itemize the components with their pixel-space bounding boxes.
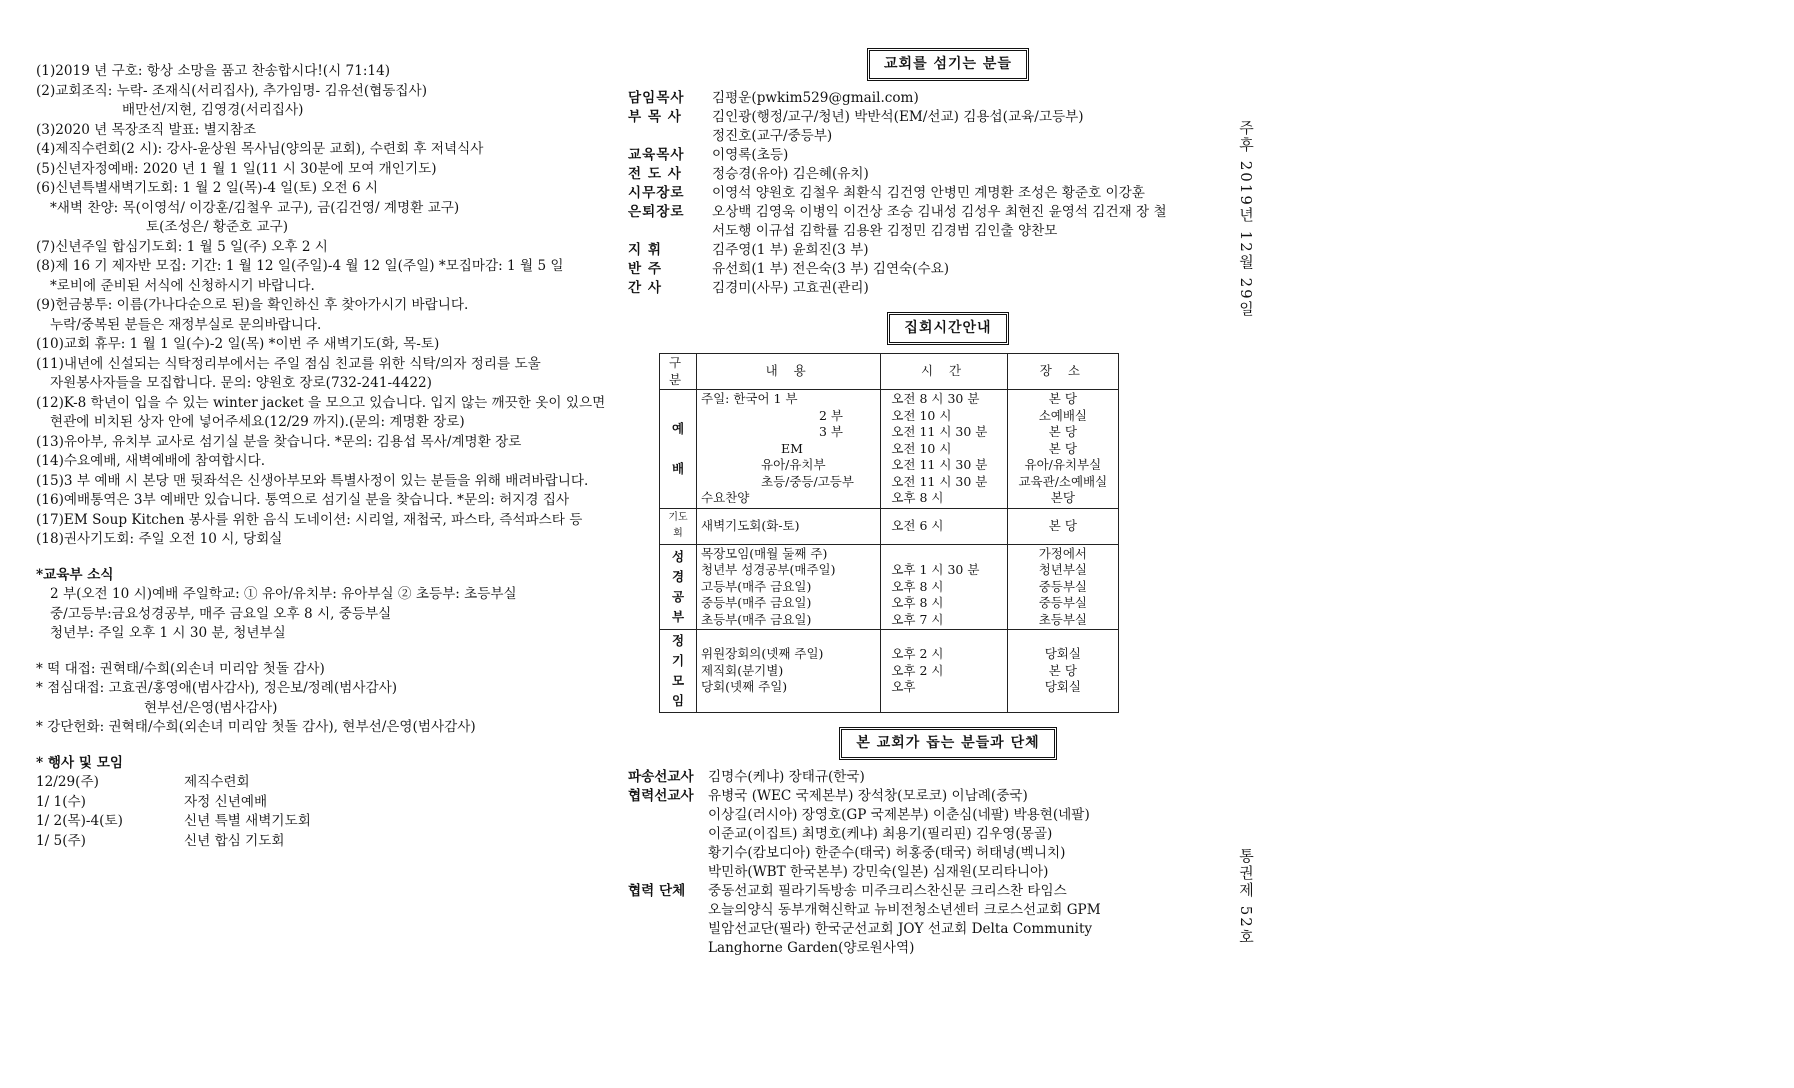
staff-role: 담임목사: [628, 90, 685, 106]
mission-role: [628, 825, 708, 844]
announcements-column: [36, 62, 606, 851]
announcement-line: *새벽 찬양: 목(이영석/ 이강훈/김철우 교구), 금(김건영/ 계명환 교구): [50, 199, 460, 216]
staff-row: [628, 241, 1268, 260]
staff-row: [628, 222, 1268, 241]
staff-row: [628, 279, 1268, 298]
schedule-item: 중등부(매주 금요일): [701, 595, 812, 610]
announcement-line: (15)3 부 예배 시 본당 맨 뒷좌석은 신생아부모와 특별사정이 있는 분들을 위해 배려바랍니다.: [36, 472, 589, 489]
meeting-places: [1007, 630, 1118, 713]
mission-row: [628, 901, 1268, 920]
mission-names: 이상길(러시아) 장영호(GP 국제본부) 이춘심(네팔) 박용현(네팔): [708, 807, 1090, 823]
study-category: [660, 544, 697, 630]
announcement-line: (2)교회조직: 누락- 조재식(서리집사), 추가임명- 김유선(협동집사): [36, 82, 427, 99]
schedule-place: 중등부실: [1038, 578, 1087, 594]
mission-names: 오늘의양식 동부개혁신학교 뉴비전청소년센터 크로스선교회 GPM: [708, 902, 1101, 918]
schedule-time: 오후 2 시: [891, 646, 944, 662]
staff-role: 반 주: [628, 261, 662, 277]
staff-row: [628, 127, 1268, 146]
mission-role: [628, 920, 708, 939]
mission-role: [628, 863, 708, 882]
bulletin-volume: 통권제 52호: [1237, 848, 1255, 946]
category-label: 성 경 공 부: [671, 548, 685, 624]
schedule-time: 오전 10 시: [891, 440, 952, 456]
mission-role: 파송선교사: [628, 769, 694, 785]
staff-role: 시무장로: [628, 185, 685, 201]
service-line: * 떡 대접: 권혁태/수희(외손녀 미리암 첫돌 감사): [36, 660, 325, 677]
schedule-time: 오후 8 시: [891, 490, 944, 505]
mission-role: [628, 806, 708, 825]
announcement-line: (12)K-8 학년이 입을 수 있는 winter jacket 을 모으고 있습니다. 입지 않는 깨끗한 옷이 있으면: [36, 394, 606, 411]
staff-names: 정승경(유아) 김은혜(유치): [712, 166, 869, 182]
announcement-line: (13)유아부, 유치부 교사로 섬기실 분을 찾습니다. *문의: 김용섭 목사/계명환 장로: [36, 433, 522, 450]
schedule-time: 오후 8 시: [891, 595, 944, 610]
announcement-line: (17)EM Soup Kitchen 봉사를 위한 음식 도네이션: 시리얼, 재첩국, 파스타, 즉석파스타 등: [36, 511, 583, 528]
schedule-time: 오후 1 시 30 분: [891, 562, 980, 577]
staff-names: 이영석 양원호 김철우 최환식 김건영 안병민 계명환 조성은 황준호 이강훈: [712, 185, 1145, 201]
header-category: 구분: [660, 354, 697, 390]
mission-role: [628, 939, 708, 958]
schedule-time: 오전 10 시: [891, 407, 952, 423]
study-row: [660, 544, 1119, 630]
service-line: * 강단헌화: 권혁태/수희(외손녀 미리암 첫돌 감사), 현부선/은영(범사감사): [36, 719, 476, 735]
staff-title: 교회를 섬기는 분들: [867, 48, 1029, 81]
event-date: 1/ 2(목)-4(토): [36, 813, 123, 829]
schedule-place: 청년부실: [1038, 562, 1087, 577]
prayer-row: [660, 508, 1119, 544]
meeting-category: [660, 630, 697, 713]
staff-names: 유선희(1 부) 전은숙(3 부) 김연숙(수요): [712, 261, 950, 277]
bulletin-date: 주후 2019년 12월 29일: [1237, 120, 1255, 318]
staff-names: 김경미(사무) 고효권(관리): [712, 280, 869, 296]
events-title: * 행사 및 모임: [36, 754, 123, 771]
staff-role: 부 목 사: [628, 109, 682, 125]
category-label: 예 배: [671, 420, 685, 476]
schedule-time: 오전 11 시 30 분: [891, 457, 988, 472]
mission-names: 빌암선교단(필라) 한국군선교회 JOY 선교회 Delta Community: [708, 921, 1093, 937]
schedule-place: 중등부실: [1038, 595, 1087, 610]
schedule-item: 초등부(매주 금요일): [701, 611, 812, 627]
schedule-item: 3 부: [819, 424, 844, 439]
schedule-table: [659, 353, 1119, 713]
mission-names: 중동선교회 필라기독방송 미주크리스찬신문 크리스찬 타임스: [708, 883, 1067, 899]
staff-role: [628, 127, 712, 146]
meeting-row: [660, 630, 1119, 713]
mission-role: [628, 844, 708, 863]
mission-names: Langhorne Garden(양로원사역): [708, 940, 915, 956]
schedule-title: 집회시간안내: [887, 312, 1008, 345]
mission-table: [628, 768, 1268, 958]
staff-row: [628, 146, 1268, 165]
announcement-line: (6)신년특별새벽기도회: 1 월 2 일(목)-4 일(토) 오전 6 시: [36, 180, 379, 196]
announcement-line: *로비에 준비된 서식에 신청하시기 바랍니다.: [50, 277, 315, 294]
announcement-line: (14)수요예배, 새벽예배에 참여합시다.: [36, 453, 266, 469]
announcement-line: (16)예배통역은 3부 예배만 있습니다. 통역으로 섬기실 분을 찾습니다. *문의: 허지경 집사: [36, 492, 570, 508]
study-times: [881, 544, 1007, 630]
service-line: 현부선/은영(범사감사): [144, 699, 278, 716]
schedule-place: 당회실: [1044, 646, 1081, 662]
mission-names: 박민하(WBT 한국본부) 강민숙(일본) 심재원(모리타니아): [708, 864, 1049, 880]
header-place: 장 소: [1007, 354, 1118, 390]
mission-row: [628, 882, 1268, 901]
staff-role: 전 도 사: [628, 166, 682, 182]
announcement-line: (11)내년에 신설되는 식탁정리부에서는 주일 점심 친교를 위한 식탁/의자 정리를 도울: [36, 355, 541, 372]
meeting-times: [881, 630, 1007, 713]
staff-role: 은퇴장로: [628, 204, 685, 220]
mission-row: [628, 844, 1268, 863]
study-content: [697, 544, 881, 630]
schedule-item: EM: [781, 440, 803, 456]
schedule-place: 본 당: [1048, 662, 1077, 678]
announcement-line: (3)2020 년 목장조직 발표: 별지참조: [36, 121, 257, 138]
staff-names: 정진호(교구/중등부): [712, 128, 833, 144]
schedule-item: 고등부(매주 금요일): [701, 578, 812, 594]
study-places: [1007, 544, 1118, 630]
schedule-item: 위원장회의(넷째 주일): [701, 646, 824, 662]
staff-row: [628, 203, 1268, 222]
announcement-line: (18)권사기도회: 주일 오전 10 시, 당회실: [36, 531, 283, 547]
announcement-line: (1)2019 년 구호: 항상 소망을 품고 찬송합시다!(시 71:14): [36, 63, 391, 79]
staff-names: 김인광(행정/교구/청년) 박반석(EM/선교) 김용섭(교육/고등부): [712, 109, 1084, 125]
service-list: [36, 660, 596, 738]
staff-row: [628, 165, 1268, 184]
event-date: 12/29(주): [36, 774, 99, 790]
prayer-content: 새벽기도회(화-토): [697, 508, 881, 544]
education-list: [36, 585, 596, 644]
schedule-item: 주일: 한국어 1 부: [701, 391, 798, 406]
schedule-place: 초등부실: [1038, 611, 1087, 627]
schedule-header-row: [660, 354, 1119, 390]
schedule-place: 본 당: [1048, 424, 1077, 439]
schedule-item: 수요찬양: [701, 490, 750, 505]
schedule-time: [891, 546, 1002, 563]
mission-row: [628, 787, 1268, 806]
schedule-place: 유아/유치부실: [1024, 457, 1102, 472]
announcement-line: 자원봉사자들을 모집합니다. 문의: 양원호 장로(732-241-4422): [50, 375, 432, 391]
staff-names: 이영록(초등): [712, 147, 789, 163]
education-line: 청년부: 주일 오후 1 시 30 분, 청년부실: [50, 625, 286, 641]
event-name: 자정 신년예배: [184, 793, 268, 810]
schedule-time: 오후 2 시: [891, 662, 944, 678]
announcement-line: 누락/중복된 분들은 재정부실로 문의바랍니다.: [50, 316, 322, 333]
schedule-time: 오전 11 시 30 분: [891, 424, 988, 439]
announcement-line: (9)헌금봉투: 이름(가나다순으로 된)을 확인하신 후 찾아가시기 바랍니다.: [36, 297, 469, 313]
prayer-category: 기도회: [660, 508, 697, 544]
mission-names: 이준교(이집트) 최명호(케냐) 최용기(필리핀) 김우영(몽골): [708, 826, 1053, 842]
staff-row: [628, 108, 1268, 127]
worship-times: [881, 390, 1007, 509]
schedule-item: 유아/유치부: [761, 457, 826, 472]
mission-role: 협력선교사: [628, 788, 694, 804]
event-name: 신년 특별 새벽기도회: [184, 813, 311, 829]
schedule-place: 소예배실: [1038, 407, 1087, 423]
staff-names: 서도행 이규섭 김학률 김용완 김정민 김경범 김인출 양찬모: [712, 223, 1058, 239]
education-title: *교육부 소식: [36, 566, 114, 583]
schedule-item: 초등/중등/고등부: [761, 473, 854, 489]
announcement-line: (7)신년주일 합심기도회: 1 월 5 일(주) 오후 2 시: [36, 238, 328, 255]
header-time: 시 간: [881, 354, 1007, 390]
mission-row: [628, 939, 1268, 958]
mission-row: [628, 806, 1268, 825]
announcement-line: 현관에 비치된 상자 안에 넣어주세요(12/29 까지).(문의: 계명환 장로): [50, 414, 465, 430]
mission-names: 유병국 (WEC 국제본부) 장석창(모로코) 이남례(중국): [708, 788, 1028, 804]
mission-row: [628, 768, 1268, 787]
schedule-item: 목장모임(매월 둘째 주): [701, 545, 828, 561]
staff-role: 간 사: [628, 280, 662, 296]
staff-names: 오상백 김영욱 이병익 이건상 조승 김내성 김성우 최현진 윤영석 김건재 장 철: [712, 204, 1167, 220]
staff-row: [628, 260, 1268, 279]
events-list: [36, 773, 596, 851]
worship-places: [1007, 390, 1118, 509]
staff-role: 교육목사: [628, 147, 685, 163]
event-name: 제직수련회: [184, 774, 250, 790]
worship-content: [697, 390, 881, 509]
mission-names: 김명수(케냐) 장태규(한국): [708, 769, 865, 785]
event-date: 1/ 5(주): [36, 832, 86, 849]
announcement-line: 배만선/지현, 김영경(서리집사): [122, 102, 304, 118]
mission-title: 본 교회가 돕는 분들과 단체: [839, 727, 1056, 760]
announcement-line: (8)제 16 기 제자반 모집: 기간: 1 월 12 일(주일)-4 월 12 일(주일) *모집마감: 1 월 5 일: [36, 258, 564, 274]
staff-row: [628, 89, 1268, 108]
staff-role: [628, 222, 712, 241]
mission-row: [628, 825, 1268, 844]
category-label: 정 기 모 임: [671, 633, 685, 708]
staff-table: [628, 89, 1268, 298]
staff-names: 김주영(1 부) 윤희진(3 부): [712, 242, 869, 258]
info-column: [628, 48, 1268, 958]
mission-row: [628, 920, 1268, 939]
schedule-time: 오후 8 시: [891, 578, 944, 594]
announcement-line: (4)제직수련회(2 시): 강사-윤상원 목사님(양의문 교회), 수련회 후 저녁식사: [36, 141, 484, 157]
prayer-place: 본 당: [1007, 508, 1118, 544]
schedule-item: 2 부: [819, 407, 844, 423]
mission-role: [628, 901, 708, 920]
event-name: 신년 합심 기도회: [184, 832, 285, 849]
worship-row: [660, 390, 1119, 509]
schedule-item: 제직회(분기별): [701, 662, 784, 678]
education-line: 2 부(오전 10 시)예배 주일학교: ① 유아/유치부: 유아부실 ② 초등부: 초등부실: [50, 586, 517, 602]
announcement-line: 토(조성은/ 황준호 교구): [146, 219, 289, 235]
announcement-list: [36, 62, 606, 550]
schedule-time: 오전 11 시 30 분: [891, 473, 988, 489]
schedule-time: 오전 8 시 30 분: [891, 391, 980, 406]
meeting-content: [697, 630, 881, 713]
schedule-place: 본 당: [1048, 440, 1077, 456]
schedule-place: 본당: [1050, 490, 1075, 505]
header-content: 내 용: [697, 354, 881, 390]
schedule-time: 오후 7 시: [891, 611, 944, 627]
service-line: * 점심대접: 고효권/홍영애(범사감사), 정은보/정례(범사감사): [36, 680, 398, 696]
mission-role: 협력 단체: [628, 883, 686, 899]
schedule-place: 당회실: [1044, 679, 1081, 695]
staff-names: 김평운(pwkim529@gmail.com): [712, 90, 919, 106]
schedule-place: 가정에서: [1038, 545, 1087, 561]
schedule-place: 본 당: [1048, 391, 1077, 406]
schedule-place: 교육관/소예배실: [1018, 473, 1108, 489]
staff-role: 지 휘: [628, 242, 662, 258]
worship-category: [660, 390, 697, 509]
announcement-line: (10)교회 휴무: 1 월 1 일(수)-2 일(목) *이번 주 새벽기도(화, 목-토): [36, 336, 440, 352]
prayer-time: 오전 6 시: [881, 508, 1007, 544]
staff-row: [628, 184, 1268, 203]
event-date: 1/ 1(수): [36, 793, 86, 810]
schedule-item: 당회(넷째 주일): [701, 679, 788, 695]
schedule-item: 청년부 성경공부(매주일): [701, 562, 836, 577]
mission-row: [628, 863, 1268, 882]
education-line: 중/고등부:금요성경공부, 매주 금요일 오후 8 시, 중등부실: [50, 605, 392, 622]
mission-names: 황기수(캄보디아) 한준수(태국) 허홍중(태국) 허태녕(벡니치): [708, 845, 1066, 861]
schedule-time: 오후: [891, 679, 916, 695]
announcement-line: (5)신년자정예배: 2020 년 1 월 1 일(11 시 30분에 모여 개인기도): [36, 160, 437, 177]
